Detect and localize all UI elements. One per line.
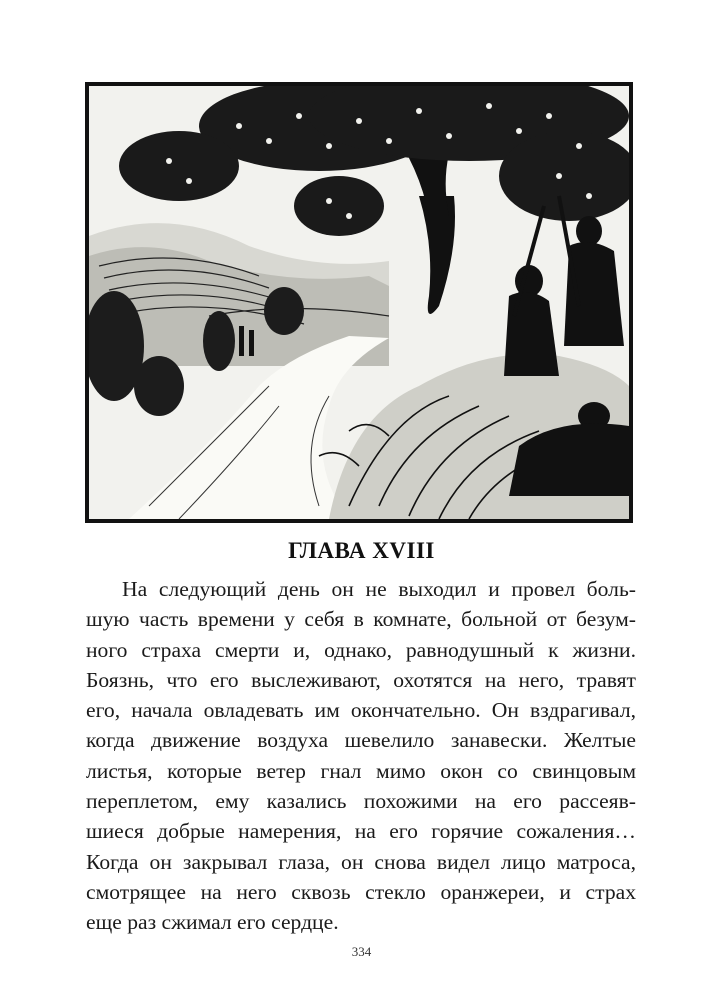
text-line: еще раз сжимал его сердце. [86,910,339,935]
text-line: ного страха смерти и, однако, равнодушный к жизни. [86,637,636,662]
text-line: Когда он закрывал глаза, он снова видел лицо матроса, [86,849,636,874]
woodcut-illustration-art [89,86,629,519]
text-line: шую часть времени у себя в комнате, больной от безум- [86,607,636,632]
text-line: его, начала овладевать им окончательно. Он вздрагивал, [86,698,636,723]
text-line: Боязнь, что его выслеживают, охотятся на него, травят [86,667,636,692]
text-line: переплетом, ему казались похожими на его рассеяв- [86,789,636,814]
text-line: На следующий день он не выходил и провел боль- [122,577,636,601]
text-line: шиеся добрые намерения, на его горячие сожаления… [86,819,636,844]
text-line: листья, которые ветер гнал мимо окон со свинцовым [86,758,636,783]
text-line: смотрящее на него сквозь стекло оранжереи, и страх [86,879,636,904]
page-number: 334 [351,944,372,959]
chapter-title: ГЛАВА XVIII [288,538,435,563]
woodcut-illustration [85,82,633,523]
body-text [86,574,636,938]
text-line: когда движение воздуха шевелило занавески. Желтые [86,728,636,753]
